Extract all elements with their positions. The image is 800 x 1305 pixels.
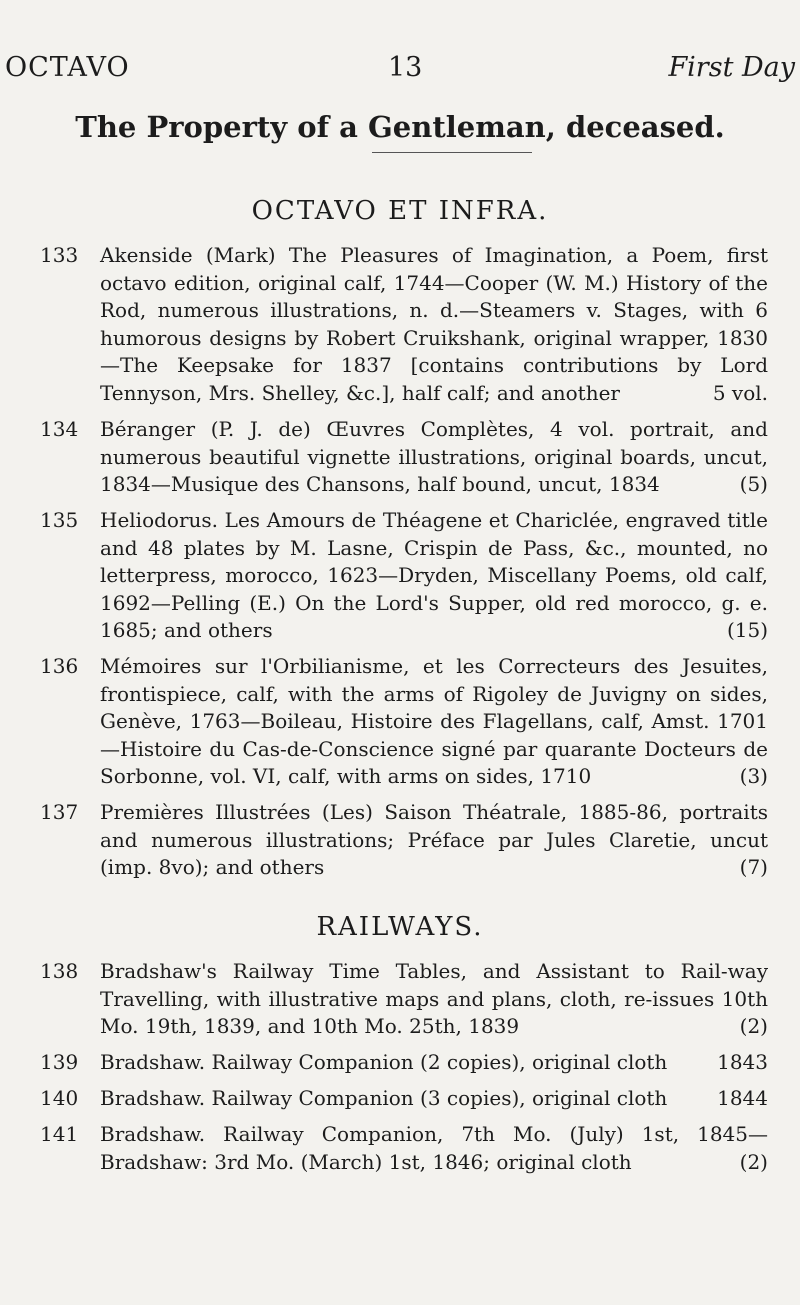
lot-number: 137 [40, 800, 79, 824]
lot-description [100, 242, 768, 408]
lot-text: Béranger (P. J. de) Œuvres Complètes, 4 vol. portrait, and numerous beautiful vignette illustrations, original boards, uncut, 1834—Musique des Chansons, half bound, uncut, 1834 [100, 417, 768, 497]
lot-number: 135 [40, 508, 79, 532]
section-heading-railways: RAILWAYS. [316, 912, 484, 942]
lot-description [100, 653, 768, 791]
divider-rule [372, 152, 532, 153]
lot-quantity: 5 vol. [712, 380, 768, 405]
lot-number: 133 [40, 243, 79, 267]
lot-text: Bradshaw. Railway Companion (2 copies), original cloth [100, 1050, 668, 1074]
lot-text: Heliodorus. Les Amours de Théagene et Chariclée, engraved title and 48 plates by M. Lasne, Crispin de Pass, &c., mounted, no letterpress, morocco, 1623—Dryden, Miscellany Poems, old calf, 1692—Pelling (E.) On the Lord's Supper, old red morocco, g. e. 1685; and others [100, 508, 768, 643]
lot-quantity: (2) [739, 1014, 768, 1039]
header-format: OCTAVO [5, 52, 130, 83]
lot-text: Premières Illustrées (Les) Saison Théatrale, 1885-86, portraits and numerous illustrations; Préface par Jules Claretie, uncut (imp. 8vo); and others [100, 800, 768, 880]
lot-quantity: (7) [739, 855, 768, 880]
lot-number: 134 [40, 417, 79, 441]
lot-quantity: (3) [739, 764, 768, 789]
lot-quantity: 1843 [717, 1050, 768, 1074]
lot-number: 139 [40, 1050, 79, 1074]
lot-quantity: (15) [726, 618, 768, 643]
lot-number: 141 [40, 1122, 79, 1146]
running-head [0, 52, 800, 92]
page-number: 13 [388, 52, 423, 83]
lot-description [100, 1121, 768, 1176]
lot-number: 140 [40, 1086, 79, 1110]
lot-text: Bradshaw's Railway Time Tables, and Assistant to Rail-way Travelling, with illustrative maps and plans, cloth, re-issues 10th Mo. 19th, 1839, and 10th Mo. 25th, 1839 [100, 959, 768, 1039]
lot-text: Bradshaw. Railway Companion, 7th Mo. (July) 1st, 1845—Bradshaw: 3rd Mo. (March) 1st, 1846; original cloth [100, 1122, 768, 1174]
header-day: First Day [668, 52, 795, 83]
section-heading-octavo: OCTAVO ET INFRA. [251, 196, 549, 226]
lot-number: 138 [40, 959, 79, 983]
lot-description [100, 1049, 768, 1077]
lot-description [100, 507, 768, 645]
lot-text: Bradshaw. Railway Companion (3 copies), original cloth [100, 1086, 668, 1110]
lot-quantity: (2) [739, 1149, 768, 1174]
lot-description [100, 1085, 768, 1113]
lot-description [100, 799, 768, 882]
lot-quantity: (5) [739, 472, 768, 497]
property-title: The Property of a Gentleman, deceased. [75, 110, 725, 144]
lot-text: Mémoires sur l'Orbilianisme, et les Correcteurs des Jesuites, frontispiece, calf, with the arms of Rigoley de Juvigny on sides, Genève, 1763—Boileau, Histoire des Flagellans, calf, Amst. 1701—Histoire du Cas-de-Conscience signé par quarante Docteurs de Sorbonne, vol. VI, calf, with arms on sides, 1710 [100, 654, 768, 789]
lot-text: Akenside (Mark) The Pleasures of Imagination, a Poem, first octavo edition, original calf, 1744—Cooper (W. M.) History of the Rod, numerous illustrations, n. d.—Steamers v. Stages, with 6 humorous designs by Robert Cruikshank, original wrapper, 1830—The Keepsake for 1837 [contains contributions by Lord Tennyson, Mrs. Shelley, &c.], half calf; and another [100, 243, 768, 405]
lot-number: 136 [40, 654, 79, 678]
lot-description [100, 958, 768, 1041]
lot-description [100, 416, 768, 499]
lot-quantity: 1844 [717, 1086, 768, 1110]
